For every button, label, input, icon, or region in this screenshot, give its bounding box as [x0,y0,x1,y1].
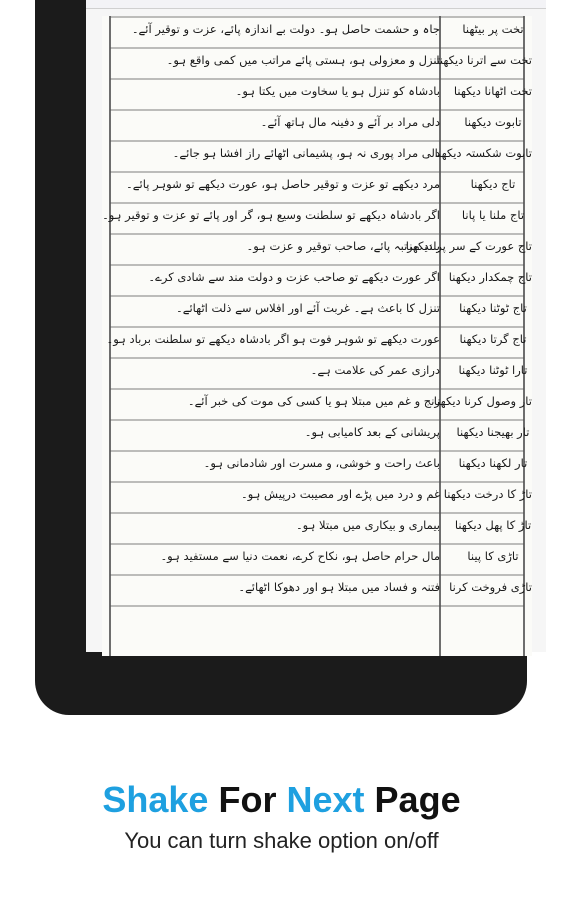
dream-meaning: اگر بادشاہ دیکھے تو سلطنت وسیع ہو، گر اور پائے تو عزت و توقیر ہو۔ [102,208,440,222]
dream-meaning: عورت دیکھے تو شوہر فوت ہو اگر بادشاہ دیکھے تو سلطنت برباد ہو۔ [106,332,440,346]
table-row [102,390,532,419]
dream-term: تاج عورت کے سر پر دیکھنا [405,239,532,253]
dream-term: تاج دیکھنا [470,177,516,191]
table-row [102,359,532,388]
table-row [102,111,532,140]
dream-meaning: مرد دیکھے تو عزت و توقیر حاصل ہو، عورت دیکھے تو شوہر پائے۔ [126,177,440,191]
dream-meaning: تنزل و معزولی ہو، ہستی پائے مراتب میں کمی واقع ہو۔ [166,53,440,67]
dream-term: تار وصول کرنا دیکھنا [433,394,532,408]
dream-term: تاج گرتا دیکھنا [459,332,527,346]
table-row [102,483,532,512]
dream-term: تاڑ کا پھل دیکھنا [454,518,532,532]
dream-term: تابوت دیکھنا [464,115,522,129]
dream-term: تخت سے اترنا دیکھنا [436,53,532,67]
dream-meaning: رنج و غم میں مبتلا ہو یا کسی کی موت کی خبر آئے۔ [187,394,440,408]
table-row [102,18,532,47]
table-row [102,235,532,264]
dream-term: تاڑ کا درخت دیکھنا [443,487,532,501]
caption-word-shake: Shake [102,779,209,820]
caption-word-page: Page [374,779,461,820]
dream-term: تارا ٹوٹنا دیکھنا [458,363,528,377]
dream-meaning: جاہ و حشمت حاصل ہو۔ دولت بے اندازہ پائے، عزت و توقیر آئے۔ [131,22,440,36]
dream-term: تاج ملنا یا پانا [461,208,525,222]
dream-meaning: باعث راحت و خوشی، و مسرت اور شادمانی ہو۔ [203,456,440,470]
dream-meaning: غم و درد میں پڑے اور مصیبت درپیش ہو۔ [240,487,440,501]
table-row [102,142,532,171]
dream-meaning: بلند مرتبہ پائے، صاحب توقیر و عزت ہو۔ [246,239,440,253]
table-row [102,297,532,326]
table-row [102,421,532,450]
table-row [102,266,532,295]
dream-meaning: دلی مراد پوری نہ ہو، پشیمانی اٹھائے راز افشا ہو جائے۔ [172,146,440,160]
table-row [102,514,532,543]
dream-meaning: پریشانی کے بعد کامیابی ہو۔ [304,425,440,439]
dream-meaning: درازی عمر کی علامت ہے۔ [310,363,440,377]
dream-term: تاج ٹوٹنا دیکھنا [459,301,527,315]
dream-meaning: بیماری و بیکاری میں مبتلا ہو۔ [295,518,440,532]
dream-meaning: دلی مراد بر آئے و دفینہ مال ہاتھ آئے۔ [260,115,440,129]
dream-meaning: مال حرام حاصل ہو، نکاح کرے، نعمت دنیا سے مستفید ہو۔ [160,549,440,563]
scanned-page [102,16,532,656]
dream-meaning: اگر عورت دیکھے تو صاحب عزت و دولت مند سے شادی کرے۔ [148,270,440,284]
caption-word-for: For [218,779,277,820]
table-row [102,204,532,233]
table-row [102,49,532,78]
table-row [102,173,532,202]
dream-term: تابوت شکستہ دیکھنا [434,146,532,160]
app-screen [86,0,546,652]
table-row [102,576,532,605]
dream-term: تخت پر بیٹھنا [462,22,524,36]
table-row [102,545,532,574]
dream-term: تاج چمکدار دیکھنا [448,270,532,284]
caption-word-next: Next [286,779,365,820]
dream-term: تاڑی فروخت کرنا [449,580,532,594]
table-row [102,80,532,109]
dream-meaning: تنزل کا باعث ہے۔ غربت آئے اور افلاس سے ذلت اٹھائے۔ [175,301,440,315]
dream-term: تخت اٹھانا دیکھنا [453,84,532,98]
dream-term: تار بھیجنا دیکھنا [456,425,530,439]
dream-meaning: فتنہ و فساد میں مبتلا ہو اور دھوکا اٹھائے۔ [238,580,440,594]
app-bar [86,0,546,9]
caption-subtitle: You can turn shake option on/off [124,828,439,853]
dream-term: تاڑی کا پینا [467,549,519,563]
table-row [102,452,532,481]
caption-title [0,779,563,821]
dream-term: تار لکھنا دیکھنا [458,456,528,470]
table-row [102,328,532,357]
dream-meaning: بادشاہ کو تنزل ہو یا سخاوت میں یکتا ہو۔ [235,84,440,98]
device-frame [35,0,532,715]
